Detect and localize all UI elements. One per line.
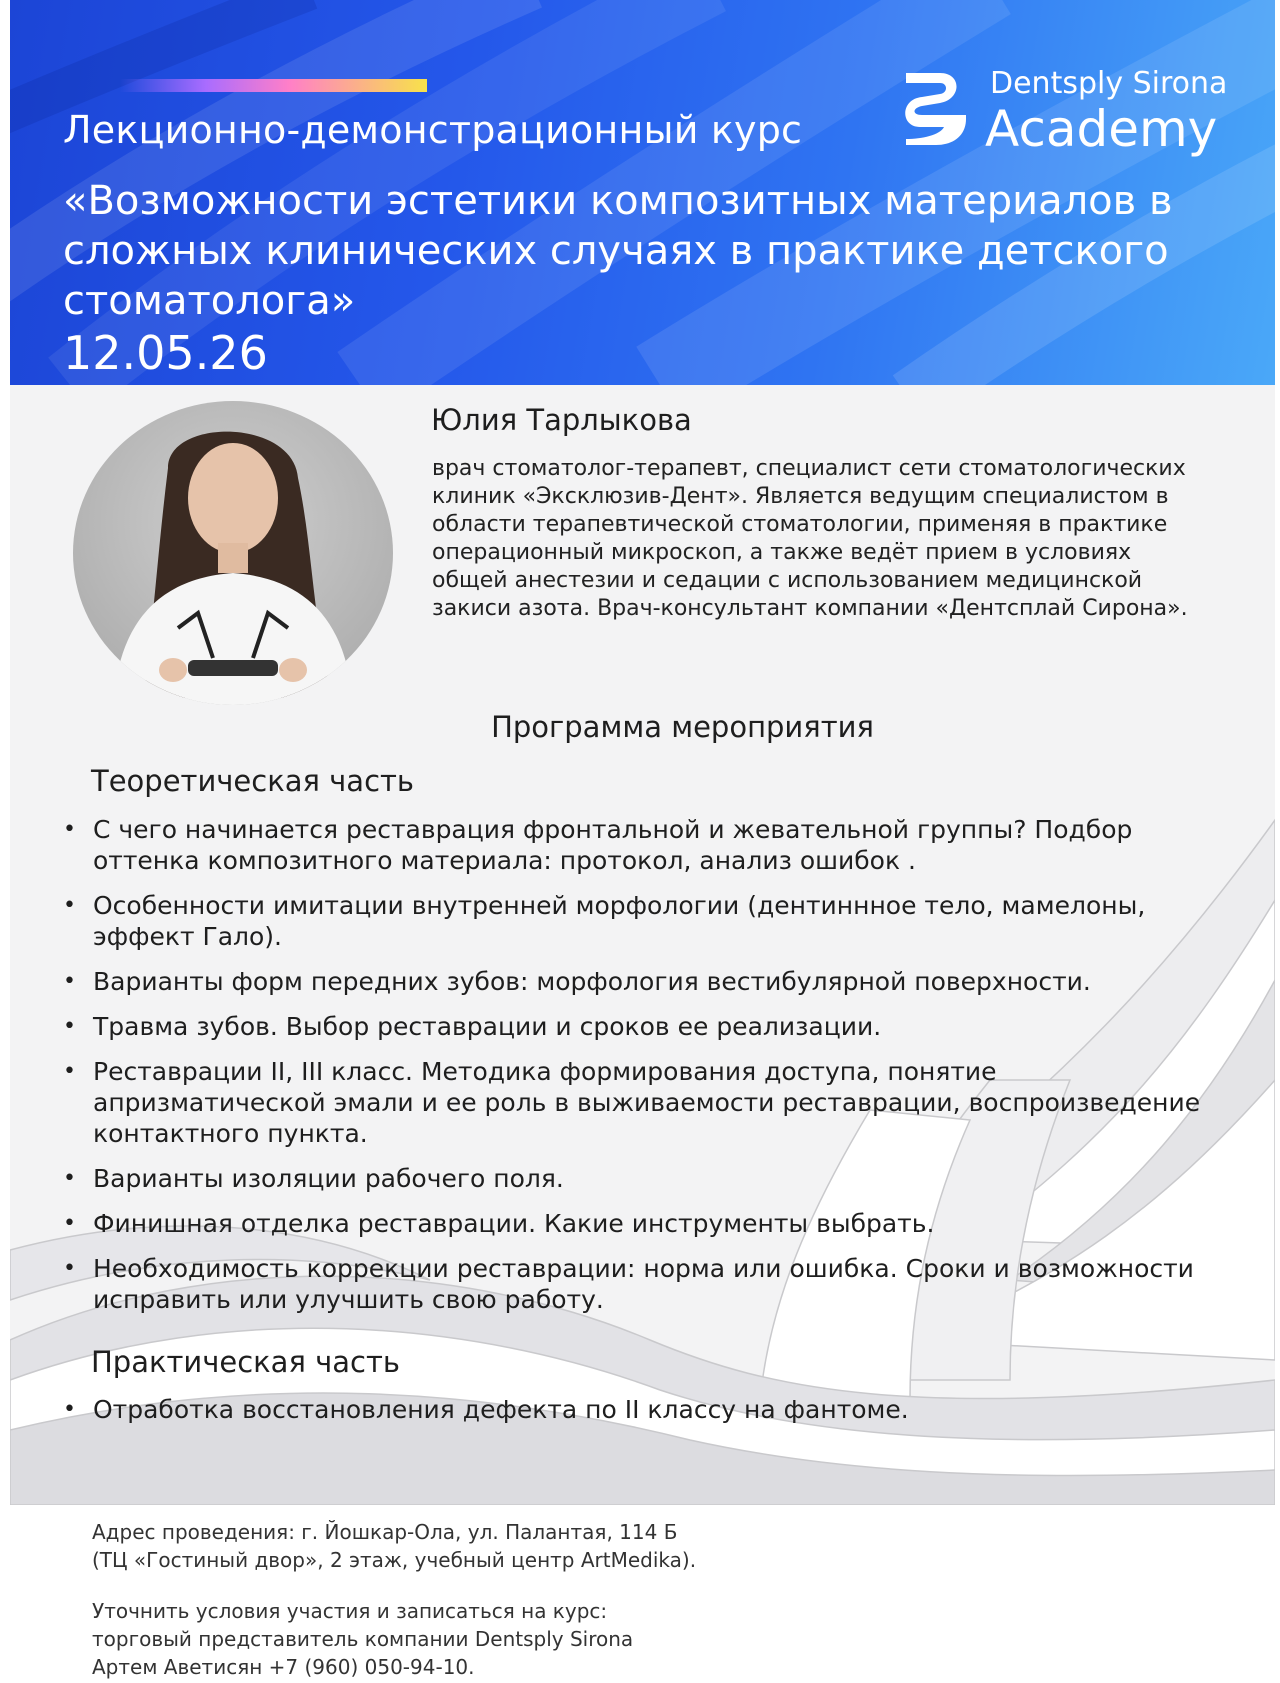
course-date: 12.05.26: [63, 326, 268, 380]
bullet-dot-icon: •: [63, 893, 76, 918]
bullet-dot-icon: •: [63, 1059, 76, 1084]
course-title: «Возможности эстетики композитных материалов в сложных клинических случаях в практике детского стоматолога»: [63, 178, 1173, 324]
contact-line: Уточнить условия участия и записаться на курс:: [92, 1599, 608, 1623]
list-item: • Реставрации II, III класс. Методика формирования доступа, понятие апризматической эмали и ее роль в выживаемости реставрации, воспроизведение контактного пункта.: [63, 1057, 1201, 1148]
accent-gradient-bar: [120, 79, 427, 92]
theory-heading: Теоретическая часть: [91, 764, 414, 798]
practice-list: [55, 1394, 1205, 1439]
bullet-dot-icon: •: [63, 969, 76, 994]
address-block: [92, 1518, 696, 1574]
speaker-name: Юлия Тарлыкова: [431, 403, 692, 437]
list-item: • Варианты форм передних зубов: морфология вестибулярной поверхности.: [63, 967, 1091, 996]
contact-line: Артем Аветисян +7 (960) 050-94-10.: [92, 1655, 475, 1679]
bullet-dot-icon: •: [63, 1211, 76, 1236]
course-type: Лекционно-демонстрационный курс: [63, 108, 803, 152]
list-item: • Особенности имитации внутренней морфологии (дентиннное тело, мамелоны, эффект Гало).: [63, 891, 1146, 951]
list-item: • Финишная отделка реставрации. Какие инструменты выбрать.: [63, 1209, 935, 1238]
bullet-dot-icon: •: [63, 1014, 76, 1039]
practice-heading: Практическая часть: [91, 1345, 400, 1379]
address-line: (ТЦ «Гостиный двор», 2 этаж, учебный центр ArtMedika).: [92, 1548, 697, 1572]
bullet-dot-icon: •: [63, 1166, 76, 1191]
contact-block: [92, 1597, 633, 1681]
speaker-photo: [73, 398, 393, 708]
list-item: • Варианты изоляции рабочего поля.: [63, 1164, 564, 1193]
dentsply-sirona-s-icon: [900, 69, 972, 149]
logo-academy-text: Academy: [985, 100, 1218, 158]
dentsply-sirona-academy-logo: [900, 62, 1240, 162]
event-poster: [10, 0, 1275, 1505]
list-item: • С чего начинается реставрация фронтальной и жевательной группы? Подбор оттенка композитного материала: протокол, анализ ошибок .: [63, 815, 1133, 875]
speaker-bio: врач стоматолог-терапевт, специалист сети стоматологических клиник «Эксклюзив-Дент». Является ведущим специалистом в области терапевтической стоматологии, применяя в практике операционный микроскоп, а также ведёт прием в условиях общей анестезии и седации с использованием медицинской закиси азота. Врач-консультант компании «Дентсплай Сирона».: [432, 456, 1188, 621]
poster-header: [10, 0, 1275, 385]
list-item: • Травма зубов. Выбор реставрации и сроков ее реализации.: [63, 1012, 882, 1041]
bullet-dot-icon: •: [63, 1397, 76, 1422]
address-line: Адрес проведения: г. Йошкар-Ола, ул. Палантая, 114 Б: [92, 1520, 678, 1544]
theory-list: [55, 814, 1205, 1329]
list-item: • Отработка восстановления дефекта по II классу на фантоме.: [63, 1395, 909, 1424]
logo-brand-text: Dentsply Sirona: [990, 66, 1228, 101]
bullet-dot-icon: •: [63, 1256, 76, 1281]
bullet-dot-icon: •: [63, 817, 76, 842]
list-item: • Необходимость коррекции реставрации: норма или ошибка. Сроки и возможности исправить или улучшить свою работу.: [63, 1254, 1194, 1314]
contact-line: торговый представитель компании Dentsply Sirona: [92, 1627, 634, 1651]
program-title: Программа мероприятия: [491, 710, 874, 744]
